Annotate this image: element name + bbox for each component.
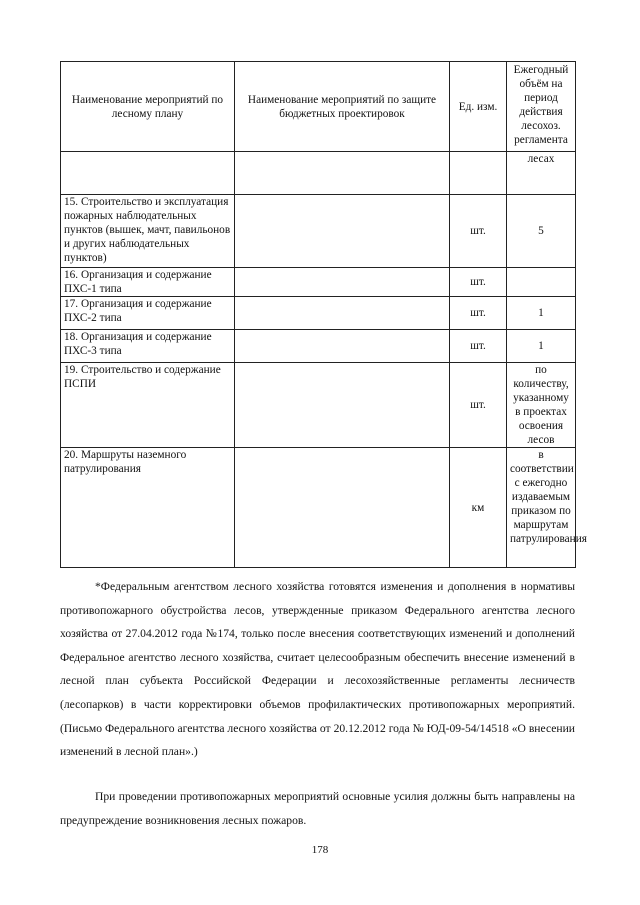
volume-cell: в соответствии с ежегодно издаваемым приказом по маршрутам патрулирования (507, 448, 576, 568)
fire-measures-table (60, 61, 587, 568)
project-measure (235, 195, 450, 268)
table-row (61, 152, 576, 195)
table-row (61, 330, 576, 363)
footnote-paragraph: *Федеральным агентством лесного хозяйства готовятся изменения и дополнения в нормативы противопожарного обустройства лесов, утвержденные приказом Федерального агентства лесного хозяйства от 27.04.2012 года №174, только после внесения соответствующих изменений и дополнений Федеральное агентство лесного хозяйства, считает целесообразным обеспечить внесение изменений в лесной план субъекта Российской Федерации и лесохозяйственные регламенты лесничеств (лесопарков) в части корректировки объемов профилактических противопожарных мероприятий. (Письмо Федерального агентства лесного хозяйства от 20.12.2012 года № ЮД-09-54/14518 «О внесении изменений в лесной план».) (60, 580, 575, 759)
table-cell (61, 152, 235, 195)
unit-cell: шт. (450, 363, 507, 448)
measure-name: 19. Строительство и содержание ПСПИ (61, 363, 235, 448)
table-cell (235, 152, 450, 195)
project-measure (235, 268, 450, 297)
volume-continuation: лесах (507, 152, 576, 195)
measure-name: 20. Маршруты наземного патрулирования (61, 448, 235, 568)
table-cell (450, 152, 507, 195)
project-measure (235, 330, 450, 363)
volume-cell: 5 (507, 195, 576, 268)
header-unit: Ед. изм. (450, 62, 507, 152)
header-annual-volume: Ежегодный объём на период действия лесохоз. регламента (507, 62, 576, 152)
unit-cell: шт. (450, 268, 507, 297)
project-measure (235, 363, 450, 448)
measure-name: 15. Строительство и эксплуатация пожарных наблюдательных пунктов (вышек, мачт, павильонов и других наблюдательных пунктов) (61, 195, 235, 268)
page-number: 178 (311, 844, 329, 856)
body-paragraph: При проведении противопожарных мероприятий основные усилия должны быть направлены на предупреждение возникновения лесных пожаров. (60, 790, 575, 827)
table-row (61, 448, 576, 568)
volume-cell: 1 (507, 297, 576, 330)
header-forest-plan-measures: Наименование мероприятий по лесному плану (61, 62, 235, 152)
volume-cell: 1 (507, 330, 576, 363)
measure-name: 17. Организация и содержание ПХС-2 типа (61, 297, 235, 330)
project-measure (235, 448, 450, 568)
measure-name: 16. Организация и содержание ПХС-1 типа (61, 268, 235, 297)
volume-cell (507, 268, 576, 297)
table-row (61, 268, 576, 297)
table-row (61, 363, 576, 448)
project-measure (235, 297, 450, 330)
table-row (61, 195, 576, 268)
unit-cell: шт. (450, 297, 507, 330)
header-budget-measures: Наименование мероприятий по защите бюджетных проектировок (235, 62, 450, 152)
measure-name: 18. Организация и содержание ПХС-3 типа (61, 330, 235, 363)
table-header-row (61, 62, 576, 152)
unit-cell: шт. (450, 330, 507, 363)
unit-cell: км (450, 448, 507, 568)
unit-cell: шт. (450, 195, 507, 268)
volume-cell: по количеству, указанному в проектах освоения лесов (507, 363, 576, 448)
table-row (61, 297, 576, 330)
